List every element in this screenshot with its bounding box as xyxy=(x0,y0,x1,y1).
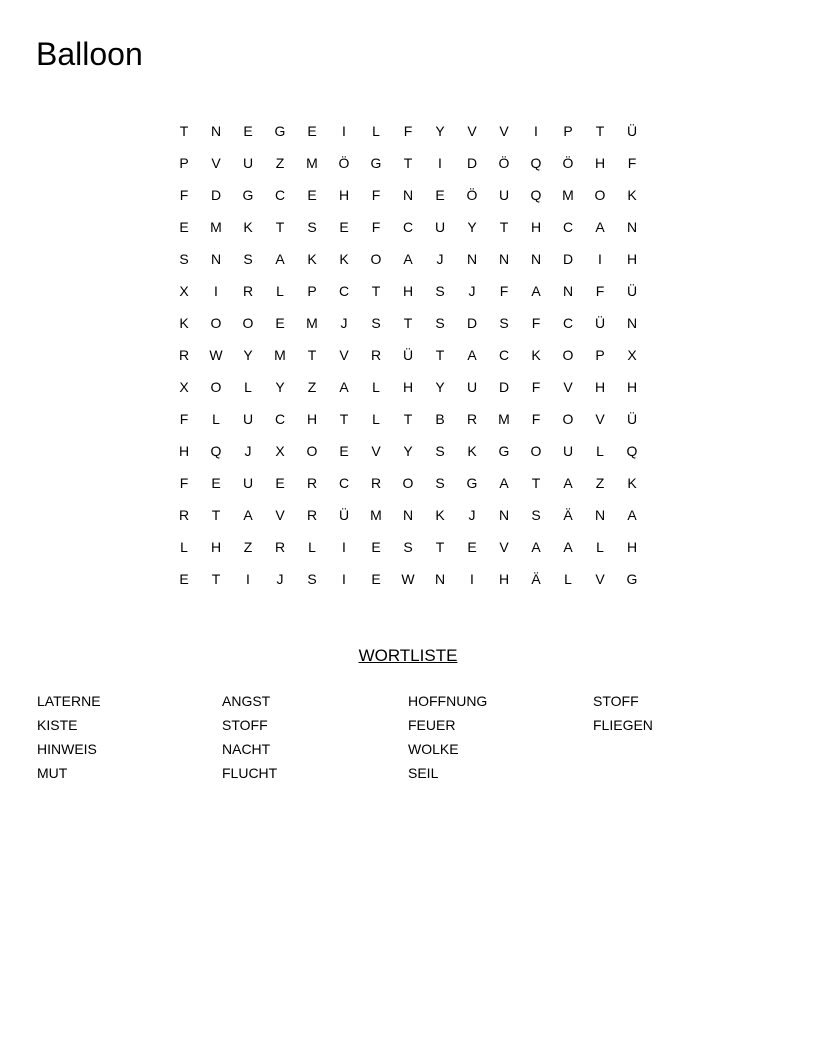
grid-cell: N xyxy=(530,251,542,267)
grid-cell: T xyxy=(211,571,221,587)
grid-cell: V xyxy=(499,539,509,555)
grid-cell: Ö xyxy=(466,187,478,203)
grid-cell: Q xyxy=(530,155,542,171)
grid-cell: L xyxy=(212,411,220,427)
grid-cell: C xyxy=(274,187,286,203)
grid-cell: O xyxy=(370,251,382,267)
grid-cell: E xyxy=(339,219,349,235)
word-item: KISTE xyxy=(37,717,78,733)
word-item: SEIL xyxy=(408,765,439,781)
grid-cell: D xyxy=(466,315,478,331)
grid-cell: T xyxy=(307,347,317,363)
grid-cell: U xyxy=(242,475,254,491)
grid-cell: F xyxy=(403,123,413,139)
grid-cell: A xyxy=(531,283,541,299)
grid-cell: C xyxy=(338,475,350,491)
grid-cell: Ü xyxy=(626,123,638,139)
grid-cell: V xyxy=(595,411,605,427)
word-item: HOFFNUNG xyxy=(408,693,488,709)
grid-cell: Y xyxy=(435,123,445,139)
grid-cell: Y xyxy=(435,379,445,395)
grid-cell: Ü xyxy=(338,507,350,523)
grid-cell: A xyxy=(531,539,541,555)
grid-cell: N xyxy=(210,123,222,139)
grid-cell: M xyxy=(306,315,318,331)
grid-cell: O xyxy=(530,443,542,459)
grid-cell: A xyxy=(595,219,605,235)
word-item: STOFF xyxy=(222,717,268,733)
wordlist-column-1 xyxy=(37,689,217,785)
wordlist-column-3 xyxy=(408,689,588,785)
grid-cell: F xyxy=(371,187,381,203)
grid-cell: F xyxy=(531,315,541,331)
grid-cell: L xyxy=(372,411,380,427)
grid-cell: T xyxy=(371,283,381,299)
grid-cell: G xyxy=(370,155,382,171)
grid-cell: N xyxy=(594,507,606,523)
word-item: FLIEGEN xyxy=(593,717,653,733)
grid-cell: T xyxy=(435,539,445,555)
grid-cell: E xyxy=(371,539,381,555)
grid-cell: S xyxy=(403,539,413,555)
grid-cell: F xyxy=(531,411,541,427)
word-item: HINWEIS xyxy=(37,741,97,757)
grid-cell: S xyxy=(307,219,317,235)
page-title: Balloon xyxy=(36,36,143,72)
grid-cell: O xyxy=(562,411,574,427)
grid-cell: F xyxy=(371,219,381,235)
grid-cell: S xyxy=(179,251,189,267)
grid-cell: W xyxy=(401,571,415,587)
grid-cell: G xyxy=(498,443,510,459)
grid-cell: C xyxy=(562,315,574,331)
grid-cell: Ö xyxy=(498,155,510,171)
grid-cell: A xyxy=(627,507,637,523)
grid-cell: I xyxy=(214,283,218,299)
grid-row xyxy=(168,403,648,435)
grid-cell: N xyxy=(434,571,446,587)
grid-cell: E xyxy=(339,443,349,459)
grid-cell: A xyxy=(499,475,509,491)
grid-cell: I xyxy=(470,571,474,587)
grid-cell: X xyxy=(179,379,189,395)
grid-cell: G xyxy=(626,571,638,587)
grid-cell: F xyxy=(531,379,541,395)
grid-cell: D xyxy=(498,379,510,395)
grid-cell: L xyxy=(308,539,316,555)
grid-cell: K xyxy=(627,475,637,491)
grid-cell: H xyxy=(594,379,606,395)
grid-cell: N xyxy=(626,219,638,235)
grid-cell: H xyxy=(178,443,190,459)
grid-cell: V xyxy=(211,155,221,171)
grid-cell: S xyxy=(435,475,445,491)
grid-cell: Q xyxy=(210,443,222,459)
grid-cell: T xyxy=(339,411,349,427)
grid-cell: A xyxy=(403,251,413,267)
grid-cell: O xyxy=(402,475,414,491)
word-item: NACHT xyxy=(222,741,271,757)
grid-cell: E xyxy=(243,123,253,139)
grid-cell: M xyxy=(306,155,318,171)
grid-cell: H xyxy=(306,411,318,427)
grid-cell: P xyxy=(307,283,317,299)
grid-cell: L xyxy=(564,571,572,587)
grid-cell: H xyxy=(402,283,414,299)
grid-cell: Z xyxy=(307,379,317,395)
grid-cell: K xyxy=(179,315,189,331)
grid-cell: A xyxy=(563,475,573,491)
grid-cell: J xyxy=(436,251,444,267)
grid-cell: R xyxy=(242,283,254,299)
grid-cell: Q xyxy=(530,187,542,203)
grid-cell: E xyxy=(307,123,317,139)
grid-cell: U xyxy=(434,219,446,235)
grid-cell: A xyxy=(467,347,477,363)
grid-cell: Y xyxy=(467,219,477,235)
grid-cell: A xyxy=(275,251,285,267)
grid-cell: N xyxy=(498,507,510,523)
grid-cell: K xyxy=(531,347,541,363)
grid-cell: O xyxy=(242,315,254,331)
grid-cell: E xyxy=(179,571,189,587)
grid-cell: S xyxy=(307,571,317,587)
grid-cell: E xyxy=(467,539,477,555)
grid-cell: H xyxy=(626,251,638,267)
grid-cell: R xyxy=(274,539,286,555)
grid-row xyxy=(168,243,648,275)
grid-row xyxy=(168,275,648,307)
grid-cell: V xyxy=(467,123,477,139)
grid-cell: E xyxy=(211,475,221,491)
grid-cell: M xyxy=(498,411,510,427)
grid-cell: W xyxy=(209,347,223,363)
grid-cell: T xyxy=(275,219,285,235)
word-item: LATERNE xyxy=(37,693,101,709)
grid-cell: F xyxy=(595,283,605,299)
grid-cell: H xyxy=(402,379,414,395)
grid-cell: L xyxy=(276,283,284,299)
grid-cell: V xyxy=(339,347,349,363)
grid-cell: F xyxy=(179,475,189,491)
grid-cell: A xyxy=(339,379,349,395)
grid-cell: S xyxy=(531,507,541,523)
word-item: FLUCHT xyxy=(222,765,278,781)
grid-cell: C xyxy=(338,283,350,299)
grid-cell: C xyxy=(402,219,414,235)
grid-row xyxy=(168,307,648,339)
grid-row xyxy=(168,179,648,211)
grid-cell: H xyxy=(530,219,542,235)
grid-cell: G xyxy=(242,187,254,203)
grid-cell: F xyxy=(179,187,189,203)
word-item: FEUER xyxy=(408,717,456,733)
word-item: MUT xyxy=(37,765,68,781)
grid-cell: H xyxy=(626,539,638,555)
grid-cell: H xyxy=(594,155,606,171)
grid-cell: Y xyxy=(243,347,253,363)
grid-cell: L xyxy=(180,539,188,555)
grid-cell: U xyxy=(498,187,510,203)
grid-cell: D xyxy=(562,251,574,267)
grid-cell: K xyxy=(627,187,637,203)
grid-cell: M xyxy=(370,507,382,523)
grid-row xyxy=(168,371,648,403)
grid-cell: Ä xyxy=(531,571,541,587)
grid-cell: Ü xyxy=(594,315,606,331)
grid-cell: V xyxy=(499,123,509,139)
grid-row xyxy=(168,467,648,499)
grid-cell: F xyxy=(179,411,189,427)
grid-cell: E xyxy=(275,475,285,491)
grid-cell: A xyxy=(243,507,253,523)
grid-cell: B xyxy=(435,411,445,427)
grid-cell: S xyxy=(371,315,381,331)
grid-cell: O xyxy=(210,379,222,395)
grid-cell: R xyxy=(466,411,478,427)
grid-cell: Ö xyxy=(338,155,350,171)
grid-cell: G xyxy=(274,123,286,139)
word-item: ANGST xyxy=(222,693,271,709)
grid-cell: L xyxy=(244,379,252,395)
grid-row xyxy=(168,339,648,371)
grid-cell: M xyxy=(562,187,574,203)
grid-cell: R xyxy=(306,475,318,491)
grid-cell: D xyxy=(210,187,222,203)
grid-cell: T xyxy=(499,219,509,235)
grid-cell: F xyxy=(627,155,637,171)
grid-row xyxy=(168,211,648,243)
grid-cell: N xyxy=(498,251,510,267)
grid-cell: S xyxy=(499,315,509,331)
grid-cell: K xyxy=(435,507,445,523)
letter-grid xyxy=(168,115,648,595)
grid-cell: Y xyxy=(403,443,413,459)
grid-cell: Ü xyxy=(626,411,638,427)
grid-cell: I xyxy=(342,539,346,555)
grid-cell: R xyxy=(370,475,382,491)
grid-cell: I xyxy=(342,571,346,587)
grid-cell: X xyxy=(179,283,189,299)
grid-cell: J xyxy=(244,443,252,459)
grid-cell: Y xyxy=(275,379,285,395)
grid-cell: D xyxy=(466,155,478,171)
grid-cell: O xyxy=(562,347,574,363)
grid-cell: N xyxy=(562,283,574,299)
grid-cell: Ö xyxy=(562,155,574,171)
grid-cell: R xyxy=(178,347,190,363)
grid-cell: N xyxy=(210,251,222,267)
grid-cell: V xyxy=(275,507,285,523)
grid-cell: R xyxy=(370,347,382,363)
word-item: WOLKE xyxy=(408,741,459,757)
grid-cell: T xyxy=(435,347,445,363)
grid-row xyxy=(168,499,648,531)
grid-row xyxy=(168,147,648,179)
grid-cell: R xyxy=(178,507,190,523)
grid-cell: H xyxy=(498,571,510,587)
grid-cell: N xyxy=(402,507,414,523)
grid-cell: U xyxy=(242,411,254,427)
grid-cell: S xyxy=(435,283,445,299)
grid-cell: F xyxy=(499,283,509,299)
grid-cell: Z xyxy=(275,155,285,171)
grid-cell: S xyxy=(435,443,445,459)
grid-cell: S xyxy=(435,315,445,331)
grid-cell: K xyxy=(307,251,317,267)
wordlist-heading: WORTLISTE xyxy=(358,646,458,665)
grid-cell: V xyxy=(563,379,573,395)
grid-row xyxy=(168,531,648,563)
grid-cell: L xyxy=(596,443,604,459)
grid-cell: Ü xyxy=(626,283,638,299)
grid-row xyxy=(168,435,648,467)
grid-cell: P xyxy=(563,123,573,139)
grid-cell: Ä xyxy=(563,507,573,523)
grid-cell: Z xyxy=(243,539,253,555)
grid-cell: I xyxy=(438,155,442,171)
grid-cell: J xyxy=(276,571,284,587)
grid-cell: P xyxy=(595,347,605,363)
grid-cell: H xyxy=(338,187,350,203)
grid-cell: H xyxy=(626,379,638,395)
grid-cell: C xyxy=(274,411,286,427)
grid-cell: N xyxy=(626,315,638,331)
grid-cell: X xyxy=(627,347,637,363)
grid-cell: C xyxy=(498,347,510,363)
grid-cell: O xyxy=(210,315,222,331)
grid-cell: N xyxy=(402,187,414,203)
grid-cell: Z xyxy=(595,475,605,491)
grid-cell: U xyxy=(466,379,478,395)
grid-cell: J xyxy=(468,507,476,523)
grid-cell: T xyxy=(531,475,541,491)
grid-cell: U xyxy=(562,443,574,459)
grid-cell: Ü xyxy=(402,347,414,363)
grid-cell: I xyxy=(534,123,538,139)
grid-cell: I xyxy=(598,251,602,267)
grid-cell: G xyxy=(466,475,478,491)
grid-cell: V xyxy=(371,443,381,459)
grid-cell: E xyxy=(371,571,381,587)
grid-cell: E xyxy=(275,315,285,331)
grid-cell: X xyxy=(275,443,285,459)
grid-cell: K xyxy=(243,219,253,235)
grid-cell: H xyxy=(210,539,222,555)
grid-cell: P xyxy=(179,155,189,171)
grid-cell: K xyxy=(467,443,477,459)
grid-cell: I xyxy=(342,123,346,139)
grid-cell: O xyxy=(594,187,606,203)
grid-cell: E xyxy=(179,219,189,235)
grid-cell: V xyxy=(595,571,605,587)
grid-cell: T xyxy=(403,315,413,331)
grid-cell: C xyxy=(562,219,574,235)
grid-cell: L xyxy=(372,379,380,395)
grid-cell: J xyxy=(468,283,476,299)
wordlist-column-4 xyxy=(593,689,773,737)
grid-cell: M xyxy=(274,347,286,363)
grid-cell: J xyxy=(340,315,348,331)
grid-cell: K xyxy=(339,251,349,267)
grid-cell: T xyxy=(211,507,221,523)
grid-cell: L xyxy=(596,539,604,555)
grid-cell: T xyxy=(403,411,413,427)
grid-cell: O xyxy=(306,443,318,459)
grid-cell: R xyxy=(306,507,318,523)
grid-cell: L xyxy=(372,123,380,139)
grid-cell: T xyxy=(179,123,189,139)
grid-cell: M xyxy=(210,219,222,235)
grid-cell: E xyxy=(307,187,317,203)
grid-row xyxy=(168,563,648,595)
grid-cell: Q xyxy=(626,443,638,459)
grid-cell: A xyxy=(563,539,573,555)
grid-cell: U xyxy=(242,155,254,171)
grid-cell: E xyxy=(435,187,445,203)
grid-cell: S xyxy=(243,251,253,267)
grid-row xyxy=(168,115,648,147)
grid-cell: N xyxy=(466,251,478,267)
wordlist-column-2 xyxy=(222,689,402,785)
grid-cell: T xyxy=(595,123,605,139)
grid-cell: I xyxy=(246,571,250,587)
grid-cell: T xyxy=(403,155,413,171)
word-item: STOFF xyxy=(593,693,639,709)
